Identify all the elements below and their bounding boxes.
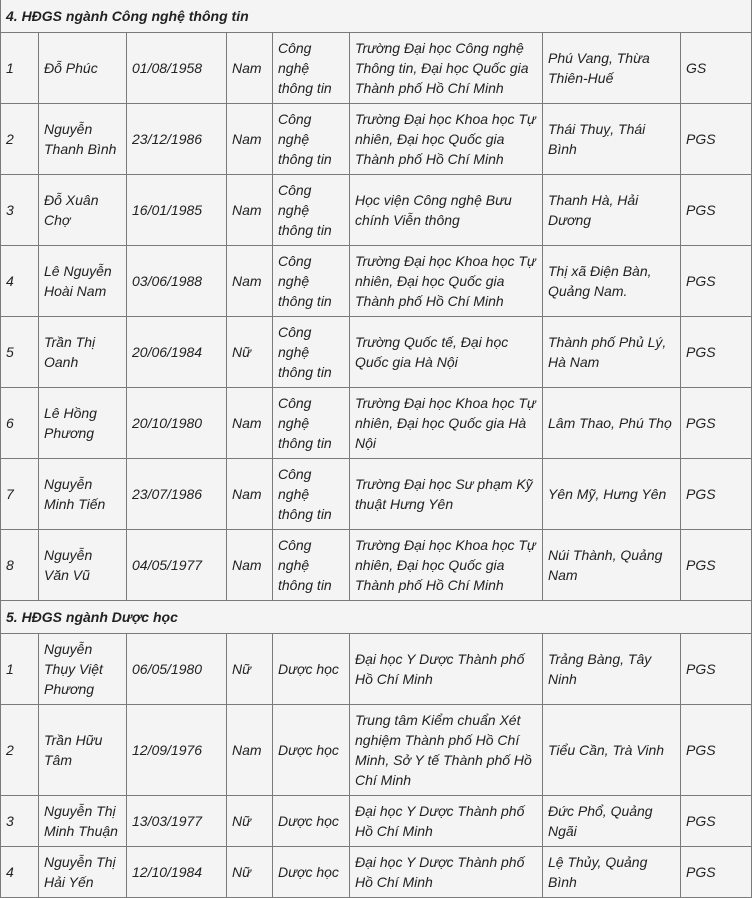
cell-dob: 12/09/1976 [127, 705, 227, 796]
cell-stt: 6 [1, 388, 39, 459]
table-row [1, 175, 752, 246]
table-row [1, 317, 752, 388]
cell-hometown: Lệ Thủy, Quảng Bình [543, 847, 681, 898]
cell-dob: 04/05/1977 [127, 530, 227, 601]
table-row [1, 459, 752, 530]
cell-gender: Nam [227, 175, 273, 246]
cell-name: Trần Hữu Tâm [39, 705, 127, 796]
table-row [1, 246, 752, 317]
cell-stt: 4 [1, 847, 39, 898]
cell-name: Đỗ Phúc [39, 33, 127, 104]
cell-name: Nguyễn Thanh Bình [39, 104, 127, 175]
cell-dob: 03/06/1988 [127, 246, 227, 317]
cell-dob: 20/10/1980 [127, 388, 227, 459]
cell-field: Công nghệ thông tin [273, 33, 350, 104]
cell-workplace: Trung tâm Kiểm chuẩn Xét nghiệm Thành phố Hồ Chí Minh, Sở Y tế Thành phố Hồ Chí Minh [350, 705, 543, 796]
cell-hometown: Đức Phổ, Quảng Ngãi [543, 796, 681, 847]
cell-field: Công nghệ thông tin [273, 388, 350, 459]
cell-gender: Nam [227, 246, 273, 317]
cell-field: Công nghệ thông tin [273, 459, 350, 530]
section-title: 5. HĐGS ngành Dược học [1, 601, 752, 634]
cell-title: GS [681, 33, 752, 104]
cell-dob: 20/06/1984 [127, 317, 227, 388]
cell-stt: 7 [1, 459, 39, 530]
cell-workplace: Trường Quốc tế, Đại học Quốc gia Hà Nội [350, 317, 543, 388]
cell-name: Nguyễn Minh Tiến [39, 459, 127, 530]
cell-dob: 16/01/1985 [127, 175, 227, 246]
table-row [1, 33, 752, 104]
cell-gender: Nữ [227, 796, 273, 847]
cell-stt: 5 [1, 317, 39, 388]
cell-hometown: Yên Mỹ, Hưng Yên [543, 459, 681, 530]
cell-title: PGS [681, 459, 752, 530]
cell-title: PGS [681, 104, 752, 175]
cell-dob: 13/03/1977 [127, 796, 227, 847]
cell-dob: 01/08/1958 [127, 33, 227, 104]
cell-field: Dược học [273, 796, 350, 847]
cell-name: Nguyễn Thụy Việt Phương [39, 634, 127, 705]
cell-name: Nguyễn Thị Hải Yến [39, 847, 127, 898]
cell-gender: Nam [227, 530, 273, 601]
cell-gender: Nữ [227, 847, 273, 898]
cell-dob: 23/12/1986 [127, 104, 227, 175]
cell-field: Công nghệ thông tin [273, 530, 350, 601]
cell-workplace: Đại học Y Dược Thành phố Hồ Chí Minh [350, 847, 543, 898]
table-row [1, 705, 752, 796]
cell-hometown: Núi Thành, Quảng Nam [543, 530, 681, 601]
section-header-pharmacy [1, 601, 752, 634]
cell-workplace: Đại học Y Dược Thành phố Hồ Chí Minh [350, 634, 543, 705]
cell-dob: 12/10/1984 [127, 847, 227, 898]
table-row [1, 796, 752, 847]
cell-title: PGS [681, 317, 752, 388]
cell-field: Công nghệ thông tin [273, 317, 350, 388]
cell-gender: Nam [227, 388, 273, 459]
cell-dob: 06/05/1980 [127, 634, 227, 705]
cell-field: Công nghệ thông tin [273, 175, 350, 246]
section-header-it [1, 0, 752, 33]
cell-field: Dược học [273, 705, 350, 796]
cell-stt: 2 [1, 705, 39, 796]
cell-title: PGS [681, 796, 752, 847]
cell-workplace: Trường Đại học Sư phạm Kỹ thuật Hưng Yên [350, 459, 543, 530]
cell-gender: Nam [227, 705, 273, 796]
cell-stt: 3 [1, 175, 39, 246]
cell-field: Công nghệ thông tin [273, 104, 350, 175]
cell-workplace: Trường Đại học Khoa học Tự nhiên, Đại học Quốc gia Thành phố Hồ Chí Minh [350, 104, 543, 175]
cell-gender: Nam [227, 459, 273, 530]
cell-hometown: Tiểu Cần, Trà Vinh [543, 705, 681, 796]
cell-hometown: Lâm Thao, Phú Thọ [543, 388, 681, 459]
cell-hometown: Thanh Hà, Hải Dương [543, 175, 681, 246]
cell-stt: 1 [1, 33, 39, 104]
cell-title: PGS [681, 847, 752, 898]
cell-stt: 2 [1, 104, 39, 175]
cell-name: Trần Thị Oanh [39, 317, 127, 388]
cell-gender: Nam [227, 33, 273, 104]
cell-gender: Nữ [227, 317, 273, 388]
cell-title: PGS [681, 530, 752, 601]
cell-title: PGS [681, 634, 752, 705]
cell-hometown: Trảng Bàng, Tây Ninh [543, 634, 681, 705]
cell-hometown: Thái Thuỵ, Thái Bình [543, 104, 681, 175]
cell-gender: Nữ [227, 634, 273, 705]
cell-stt: 8 [1, 530, 39, 601]
cell-title: PGS [681, 388, 752, 459]
table-row [1, 634, 752, 705]
cell-name: Nguyễn Văn Vũ [39, 530, 127, 601]
cell-title: PGS [681, 175, 752, 246]
cell-hometown: Thị xã Điện Bàn, Quảng Nam. [543, 246, 681, 317]
cell-name: Lê Hồng Phương [39, 388, 127, 459]
cell-workplace: Trường Đại học Khoa học Tự nhiên, Đại học Quốc gia Thành phố Hồ Chí Minh [350, 530, 543, 601]
cell-name: Lê Nguyễn Hoài Nam [39, 246, 127, 317]
cell-workplace: Học viện Công nghệ Bưu chính Viễn thông [350, 175, 543, 246]
cell-workplace: Trường Đại học Công nghệ Thông tin, Đại học Quốc gia Thành phố Hồ Chí Minh [350, 33, 543, 104]
cell-stt: 1 [1, 634, 39, 705]
section-title: 4. HĐGS ngành Công nghệ thông tin [1, 0, 752, 33]
cell-field: Công nghệ thông tin [273, 246, 350, 317]
cell-workplace: Trường Đại học Khoa học Tự nhiên, Đại học Quốc gia Thành phố Hồ Chí Minh [350, 246, 543, 317]
cell-stt: 4 [1, 246, 39, 317]
cell-hometown: Thành phố Phủ Lý, Hà Nam [543, 317, 681, 388]
cell-hometown: Phú Vang, Thừa Thiên-Huế [543, 33, 681, 104]
cell-stt: 3 [1, 796, 39, 847]
cell-workplace: Đại học Y Dược Thành phố Hồ Chí Minh [350, 796, 543, 847]
cell-field: Dược học [273, 847, 350, 898]
table-row [1, 530, 752, 601]
cell-gender: Nam [227, 104, 273, 175]
cell-field: Dược học [273, 634, 350, 705]
cell-name: Đỗ Xuân Chợ [39, 175, 127, 246]
table-row [1, 388, 752, 459]
table-row [1, 847, 752, 898]
cell-title: PGS [681, 705, 752, 796]
cell-workplace: Trường Đại học Khoa học Tự nhiên, Đại học Quốc gia Hà Nội [350, 388, 543, 459]
cell-dob: 23/07/1986 [127, 459, 227, 530]
cell-title: PGS [681, 246, 752, 317]
cell-name: Nguyễn Thị Minh Thuận [39, 796, 127, 847]
table-row [1, 104, 752, 175]
